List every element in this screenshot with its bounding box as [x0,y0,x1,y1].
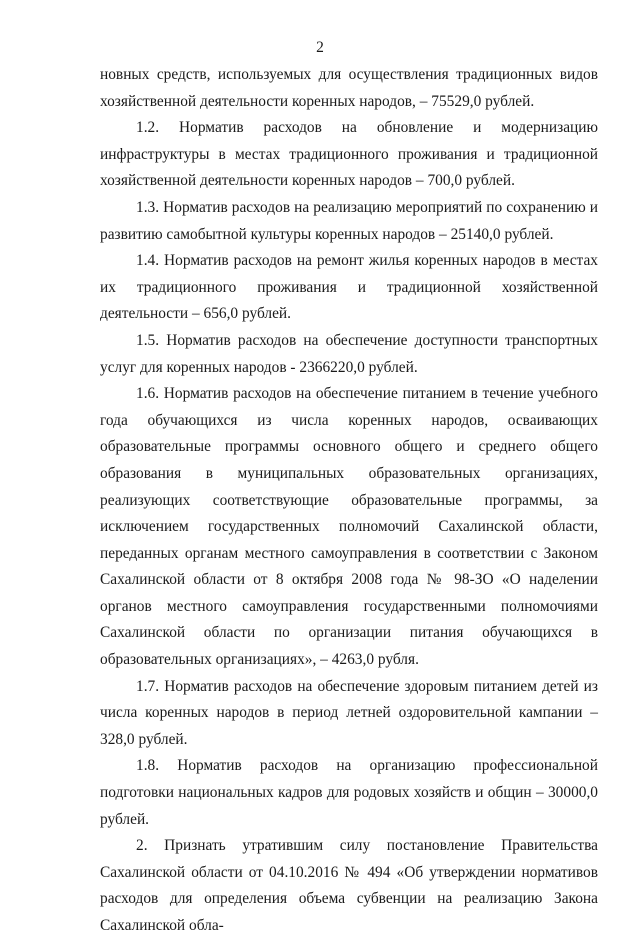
paragraph-1-3: 1.3. Норматив расходов на реализацию мероприятий по сохранению и развитию самобытной культуры коренных народов – 25140,0 рублей. [100,198,598,243]
paragraph-1-4: 1.4. Норматив расходов на ремонт жилья коренных народов в местах их традиционного проживания и традиционной хозяйственной деятельности – 656,0 рублей. [100,252,598,323]
paragraph-1-7: 1.7. Норматив расходов на обеспечение здоровым питанием детей из числа коренных народов в период летней оздоровительной кампании – 328,0 рублей. [100,677,598,748]
paragraph-fixed-assets-continuation: новных средств, используемых для осуществления традиционных видов хозяйственной деятельности коренных народов, – 75529,0 рублей. [100,66,598,110]
paragraph-1-5: 1.5. Норматив расходов на обеспечение доступности транспортных услуг для коренных народов - 2366220,0 рублей. [100,331,598,376]
paragraph-1-2: 1.2. Норматив расходов на обновление и модернизацию инфраструктуры в местах традиционного проживания и традиционной хозяйственной деятельности коренных народов – 700,0 рублей. [100,119,598,190]
paragraph-1-8: 1.8. Норматив расходов на организацию профессиональной подготовки национальных кадров для родовых хозяйств и общин – 30000,0 рублей. [100,757,598,828]
paragraph-2: 2. Признать утратившим силу постановление Правительства Сахалинской области от 04.10.2016 № 494 «Об утверждении нормативов расходов для определения объема субвенции на реализацию Закона Сахалинской обла- [100,837,598,934]
document-body [100,62,598,940]
page-number: 2 [316,39,324,56]
paragraph-1-6: 1.6. Норматив расходов на обеспечение питанием в течение учебного года обучающихся из числа коренных народов, осваивающих образовательные программы основного общего и среднего общего образования в муниципальных образовательных организациях, реализующих соответствующие образовательные программы, за исключением государственных полномочий Сахалинской области, переданных органам местного самоуправления в соответствии с Законом Сахалинской области от 8 октября 2008 года № 98-ЗО «О наделении органов местного самоуправления государственными полномочиями Сахалинской области по организации питания обучающихся в образовательных организациях», – 4263,0 рубля. [100,385,598,669]
